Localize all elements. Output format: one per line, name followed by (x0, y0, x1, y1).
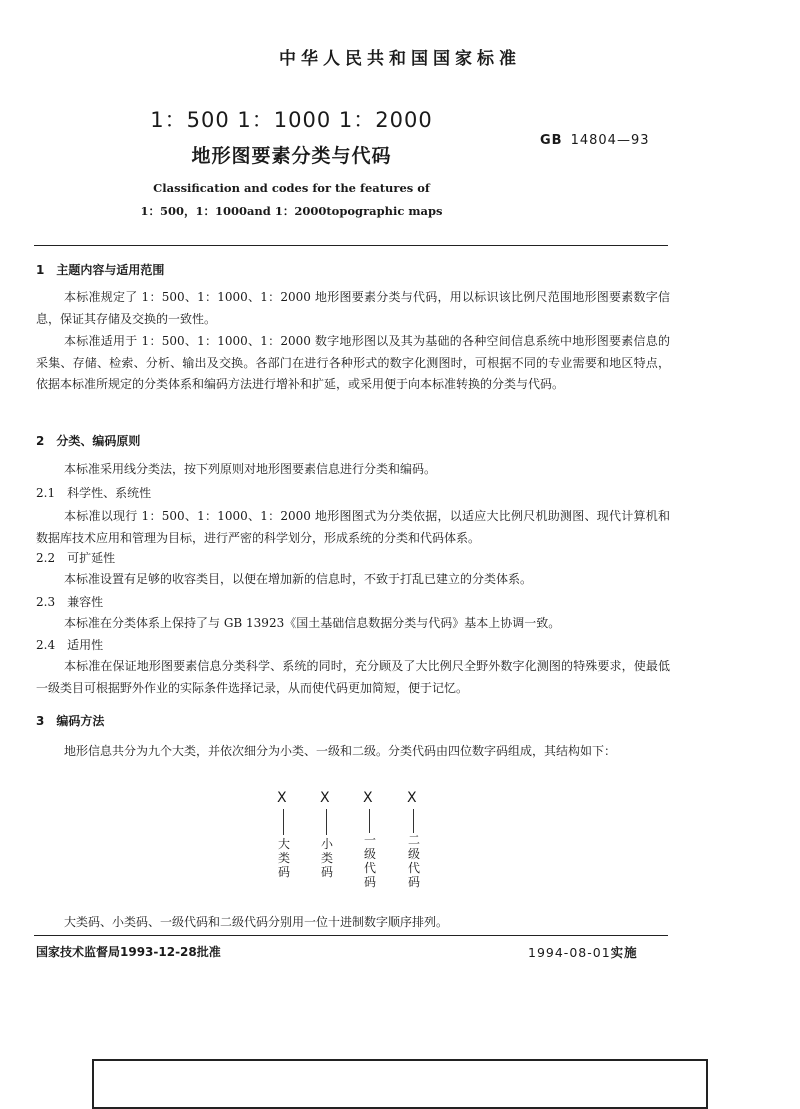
effective-date-value: 1994-08-01 (528, 945, 611, 960)
label-minor-class-code: 小类码 (320, 837, 333, 879)
next-page-frame (92, 1059, 708, 1109)
scale-line: 1：500 1：1000 1：2000 (150, 108, 433, 132)
section-1-paragraph-1: 本标准规定了 1：500、1：1000、1：2000 地形图要素分类与代码，用以标识该比例尺范围地形图要素数字信息，保证其存储及交换的一致性。 (36, 290, 670, 326)
header-divider (34, 245, 668, 246)
section-2-2-heading: 2.2 可扩延性 (36, 551, 116, 565)
issued-by: 国家技术监督局1993-12-28批准 (36, 945, 221, 959)
section-2-2-paragraph: 本标准设置有足够的收容类目，以便在增加新的信息时，不致于打乱已建立的分类体系。 (64, 572, 533, 586)
label-major-class-code: 大类码 (277, 837, 290, 879)
national-standard-header: 中华人民共和国国家标准 (279, 49, 521, 69)
english-title-line1: Classification and codes for the features of (153, 181, 430, 195)
section-2-paragraph: 本标准采用线分类法，按下列原则对地形图要素信息进行分类和编码。 (64, 462, 437, 476)
footer-divider (34, 935, 668, 936)
section-2-1-paragraph: 本标准以现行 1：500、1：1000、1：2000 地形图图式为分类依据，以适应大比例尺机助测图、现代计算机和数据库技术应用和管理为目标，进行严密的科学划分，形成系统的分类和代码体系。 (36, 509, 670, 545)
connector-line-2 (326, 809, 327, 835)
standard-code-prefix: GB (540, 133, 563, 148)
document-title: 地形图要素分类与代码 (191, 145, 392, 167)
effective-label: 实施 (610, 945, 638, 960)
section-2-4-paragraph: 本标准在保证地形图要素信息分类科学、系统的同时，充分顾及了大比例尺全野外数字化测图的特殊要求，使最低一级类目可根据野外作业的实际条件选择记录，从而使代码更加简短，便于记忆。 (36, 659, 670, 695)
digit-4-symbol: X (407, 790, 417, 806)
section-2-3-heading: 2.3 兼容性 (36, 595, 104, 609)
label-level-2-code: 二级代码 (407, 833, 420, 889)
section-2-3-paragraph: 本标准在分类体系上保持了与 GB 13923《国土基础信息数据分类与代码》基本上协调一致。 (64, 616, 561, 630)
effective-date (528, 943, 638, 961)
section-1-paragraph-2: 本标准适用于 1：500、1：1000、1：2000 数字地形图以及其为基础的各种空间信息系统中地形图要素信息的采集、存储、检索、分析、输出及交换。各部门在进行各种形式的数字化测图时，可根据不同的专业需要和地区特点，依据本标准所规定的分类体系和编码方法进行增补和扩延，或采用便于向本标准转换的分类与代码。 (36, 334, 670, 391)
section-3-paragraph: 地形信息共分为九个大类，并依次细分为小类、一级和二级。分类代码由四位数字码组成，其结构如下： (64, 744, 617, 758)
section-3-heading: 3 编码方法 (36, 714, 105, 728)
digit-3-symbol: X (363, 790, 373, 806)
standard-code-number: 14804—93 (570, 133, 650, 148)
standard-code (540, 133, 650, 148)
section-3-closing-paragraph: 大类码、小类码、一级代码和二级代码分别用一位十进制数字顺序排列。 (64, 915, 449, 929)
section-2-1-heading: 2.1 科学性、系统性 (36, 486, 152, 500)
section-2-4-heading: 2.4 适用性 (36, 638, 104, 652)
label-level-1-code: 一级代码 (363, 833, 376, 889)
connector-line-3 (369, 809, 370, 833)
digit-2-symbol: X (320, 790, 330, 806)
connector-line-4 (413, 809, 414, 833)
section-1-heading: 1 主题内容与适用范围 (36, 263, 165, 277)
connector-line-1 (283, 809, 284, 835)
digit-1-symbol: X (277, 790, 287, 806)
section-2-heading: 2 分类、编码原则 (36, 434, 141, 448)
english-title-line2: 1：500，1：1000and 1：2000topographic maps (140, 204, 443, 218)
